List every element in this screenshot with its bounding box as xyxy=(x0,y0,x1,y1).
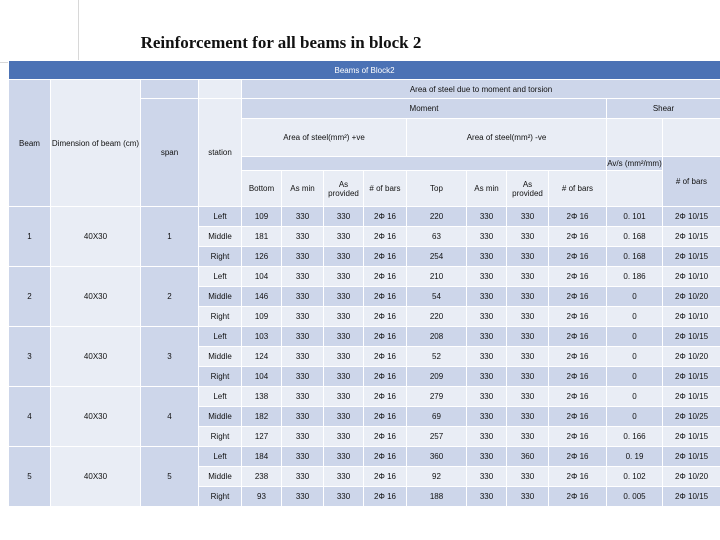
beam-number-cell: 1 xyxy=(9,207,51,267)
bars-pos-cell: 2Φ 16 xyxy=(364,247,407,267)
bars-neg-cell: 2Φ 16 xyxy=(549,367,607,387)
shear-bars-cell: 2Φ 10/15 xyxy=(663,327,720,347)
top-cell: 54 xyxy=(407,287,467,307)
bars-pos-cell: 2Φ 16 xyxy=(364,447,407,467)
bars-neg-cell: 2Φ 16 xyxy=(549,407,607,427)
avs-header-top xyxy=(607,119,663,157)
top-cell: 69 xyxy=(407,407,467,427)
as-min-neg-cell: 330 xyxy=(467,287,507,307)
station-cell: Right xyxy=(199,427,242,447)
as-provided-pos-cell: 330 xyxy=(324,347,364,367)
bars-neg-cell: 2Φ 16 xyxy=(549,467,607,487)
as-min-neg-cell: 330 xyxy=(467,487,507,507)
as-provided-pos-cell: 330 xyxy=(324,427,364,447)
station-cell: Right xyxy=(199,367,242,387)
station-cell: Left xyxy=(199,327,242,347)
shear-bars-cell: 2Φ 10/25 xyxy=(663,407,720,427)
as-provided-neg-cell: 330 xyxy=(507,227,549,247)
avs-cell: 0 xyxy=(607,407,663,427)
span-cell: 5 xyxy=(141,447,199,507)
dimension-header: Dimension of beam (cm) xyxy=(51,80,141,207)
bars-pos-cell: 2Φ 16 xyxy=(364,287,407,307)
as-provided-pos-cell: 330 xyxy=(324,447,364,467)
top-cell: 63 xyxy=(407,227,467,247)
dimension-cell: 40X30 xyxy=(51,387,141,447)
bars-pos-cell: 2Φ 16 xyxy=(364,407,407,427)
as-min-pos-header: As min xyxy=(282,171,324,207)
bottom-cell: 181 xyxy=(242,227,282,247)
dimension-cell: 40X30 xyxy=(51,327,141,387)
as-provided-neg-cell: 330 xyxy=(507,307,549,327)
neg-area-header: Area of steel(mm²) -ve xyxy=(407,119,607,157)
top-cell: 188 xyxy=(407,487,467,507)
as-min-pos-cell: 330 xyxy=(282,287,324,307)
shear-header: Shear xyxy=(607,99,720,119)
as-provided-pos-cell: 330 xyxy=(324,287,364,307)
beam-header: Beam xyxy=(9,80,51,207)
avs-cell: 0 xyxy=(607,307,663,327)
table-row xyxy=(9,327,720,347)
as-min-pos-cell: 330 xyxy=(282,207,324,227)
as-min-pos-cell: 330 xyxy=(282,247,324,267)
bars-neg-cell: 2Φ 16 xyxy=(549,207,607,227)
bars-pos-cell: 2Φ 16 xyxy=(364,307,407,327)
avs-cell: 0 xyxy=(607,287,663,307)
as-provided-pos-cell: 330 xyxy=(324,467,364,487)
shear-bars-cell: 2Φ 10/15 xyxy=(663,207,720,227)
as-min-neg-cell: 330 xyxy=(467,447,507,467)
bars-pos-cell: 2Φ 16 xyxy=(364,387,407,407)
station-cell: Left xyxy=(199,447,242,467)
bottom-cell: 127 xyxy=(242,427,282,447)
avs-cell: 0 xyxy=(607,367,663,387)
bars-neg-cell: 2Φ 16 xyxy=(549,487,607,507)
as-provided-pos-cell: 330 xyxy=(324,327,364,347)
as-provided-neg-cell: 330 xyxy=(507,387,549,407)
as-provided-pos-cell: 330 xyxy=(324,227,364,247)
as-provided-pos-cell: 330 xyxy=(324,247,364,267)
as-min-neg-cell: 330 xyxy=(467,387,507,407)
top-cell: 92 xyxy=(407,467,467,487)
top-cell: 257 xyxy=(407,427,467,447)
bottom-cell: 138 xyxy=(242,387,282,407)
station-cell: Middle xyxy=(199,287,242,307)
avs-cell: 0. 168 xyxy=(607,247,663,267)
top-cell: 220 xyxy=(407,207,467,227)
as-provided-neg-cell: 330 xyxy=(507,467,549,487)
as-min-neg-cell: 330 xyxy=(467,267,507,287)
as-provided-neg-cell: 330 xyxy=(507,267,549,287)
bars-pos-cell: 2Φ 16 xyxy=(364,347,407,367)
pos-area-header: Area of steel(mm²) +ve xyxy=(242,119,407,157)
top-cell: 279 xyxy=(407,387,467,407)
bars-pos-cell: 2Φ 16 xyxy=(364,327,407,347)
span-cell: 1 xyxy=(141,207,199,267)
as-min-neg-cell: 330 xyxy=(467,407,507,427)
shear-bars-cell: 2Φ 10/10 xyxy=(663,267,720,287)
bars-pos-cell: 2Φ 16 xyxy=(364,267,407,287)
bars-neg-cell: 2Φ 16 xyxy=(549,327,607,347)
avs-cell: 0. 102 xyxy=(607,467,663,487)
as-min-neg-cell: 330 xyxy=(467,467,507,487)
as-provided-pos-header: As provided xyxy=(324,171,364,207)
as-min-pos-cell: 330 xyxy=(282,327,324,347)
avs-cell: 0 xyxy=(607,387,663,407)
bottom-cell: 109 xyxy=(242,207,282,227)
top-cell: 208 xyxy=(407,327,467,347)
as-provided-neg-cell: 330 xyxy=(507,327,549,347)
shear-bars-cell: 2Φ 10/15 xyxy=(663,387,720,407)
bottom-cell: 104 xyxy=(242,267,282,287)
beam-number-cell: 3 xyxy=(9,327,51,387)
as-min-pos-cell: 330 xyxy=(282,367,324,387)
as-min-neg-cell: 330 xyxy=(467,307,507,327)
shear-bars-header: # of bars xyxy=(663,157,720,207)
bottom-header: Bottom xyxy=(242,171,282,207)
moment-spacer xyxy=(242,157,607,171)
avs-cell: 0. 005 xyxy=(607,487,663,507)
as-provided-neg-header: As provided xyxy=(507,171,549,207)
as-provided-pos-cell: 330 xyxy=(324,207,364,227)
avs-cell: 0. 19 xyxy=(607,447,663,467)
table-row xyxy=(9,387,720,407)
avs-cell: 0 xyxy=(607,347,663,367)
as-provided-pos-cell: 330 xyxy=(324,307,364,327)
span-cell: 4 xyxy=(141,387,199,447)
as-provided-neg-cell: 330 xyxy=(507,287,549,307)
top-cell: 52 xyxy=(407,347,467,367)
beam-number-cell: 4 xyxy=(9,387,51,447)
top-cell: 254 xyxy=(407,247,467,267)
bars-neg-cell: 2Φ 16 xyxy=(549,247,607,267)
bottom-cell: 103 xyxy=(242,327,282,347)
top-cell: 210 xyxy=(407,267,467,287)
as-min-neg-header: As min xyxy=(467,171,507,207)
bars-pos-cell: 2Φ 16 xyxy=(364,207,407,227)
as-provided-neg-cell: 330 xyxy=(507,487,549,507)
span-cell: 2 xyxy=(141,267,199,327)
as-provided-pos-cell: 330 xyxy=(324,407,364,427)
bars-pos-cell: 2Φ 16 xyxy=(364,467,407,487)
station-cell: Right xyxy=(199,307,242,327)
station-header-top xyxy=(199,80,242,99)
bottom-cell: 124 xyxy=(242,347,282,367)
bottom-cell: 126 xyxy=(242,247,282,267)
station-cell: Middle xyxy=(199,227,242,247)
shear-bars-cell: 2Φ 10/15 xyxy=(663,227,720,247)
as-min-pos-cell: 330 xyxy=(282,407,324,427)
top-cell: 209 xyxy=(407,367,467,387)
as-min-neg-cell: 330 xyxy=(467,427,507,447)
shear-bars-cell: 2Φ 10/15 xyxy=(663,487,720,507)
station-cell: Middle xyxy=(199,467,242,487)
bars-neg-cell: 2Φ 16 xyxy=(549,227,607,247)
bars-pos-header: # of bars xyxy=(364,171,407,207)
as-min-pos-cell: 330 xyxy=(282,427,324,447)
bars-pos-cell: 2Φ 16 xyxy=(364,367,407,387)
dimension-cell: 40X30 xyxy=(51,207,141,267)
avs-header-bottom xyxy=(607,171,663,207)
bars-neg-cell: 2Φ 16 xyxy=(549,307,607,327)
as-min-neg-cell: 330 xyxy=(467,207,507,227)
bottom-cell: 238 xyxy=(242,467,282,487)
top-header: Top xyxy=(407,171,467,207)
bars-neg-cell: 2Φ 16 xyxy=(549,287,607,307)
as-min-pos-cell: 330 xyxy=(282,227,324,247)
span-cell: 3 xyxy=(141,327,199,387)
station-cell: Left xyxy=(199,207,242,227)
shear-bars-header-top xyxy=(663,119,720,157)
as-min-neg-cell: 330 xyxy=(467,247,507,267)
shear-bars-cell: 2Φ 10/20 xyxy=(663,467,720,487)
avs-cell: 0. 186 xyxy=(607,267,663,287)
as-provided-neg-cell: 330 xyxy=(507,427,549,447)
as-min-neg-cell: 330 xyxy=(467,327,507,347)
as-min-neg-cell: 330 xyxy=(467,367,507,387)
as-provided-neg-cell: 330 xyxy=(507,407,549,427)
station-cell: Left xyxy=(199,267,242,287)
shear-bars-cell: 2Φ 10/10 xyxy=(663,307,720,327)
table-row xyxy=(9,207,720,227)
beam-number-cell: 5 xyxy=(9,447,51,507)
as-provided-neg-cell: 360 xyxy=(507,447,549,467)
bars-neg-cell: 2Φ 16 xyxy=(549,267,607,287)
as-min-pos-cell: 330 xyxy=(282,487,324,507)
station-cell: Left xyxy=(199,387,242,407)
station-cell: Right xyxy=(199,487,242,507)
corner-frame xyxy=(0,0,79,63)
bars-neg-cell: 2Φ 16 xyxy=(549,347,607,367)
as-min-pos-cell: 330 xyxy=(282,267,324,287)
shear-bars-cell: 2Φ 10/20 xyxy=(663,287,720,307)
as-min-pos-cell: 330 xyxy=(282,447,324,467)
as-provided-neg-cell: 330 xyxy=(507,207,549,227)
bottom-cell: 146 xyxy=(242,287,282,307)
shear-bars-cell: 2Φ 10/15 xyxy=(663,247,720,267)
shear-bars-cell: 2Φ 10/15 xyxy=(663,367,720,387)
top-cell: 360 xyxy=(407,447,467,467)
table-row xyxy=(9,267,720,287)
bars-pos-cell: 2Φ 16 xyxy=(364,487,407,507)
moment-header: Moment xyxy=(242,99,607,119)
area-due-header: Area of steel due to moment and torsion xyxy=(242,80,720,99)
station-cell: Right xyxy=(199,247,242,267)
bars-neg-cell: 2Φ 16 xyxy=(549,447,607,467)
bottom-cell: 182 xyxy=(242,407,282,427)
as-min-pos-cell: 330 xyxy=(282,347,324,367)
as-provided-neg-cell: 330 xyxy=(507,347,549,367)
bars-neg-cell: 2Φ 16 xyxy=(549,387,607,407)
avs-cell: 0. 166 xyxy=(607,427,663,447)
bars-neg-cell: 2Φ 16 xyxy=(549,427,607,447)
dimension-cell: 40X30 xyxy=(51,447,141,507)
bars-pos-cell: 2Φ 16 xyxy=(364,427,407,447)
as-provided-pos-cell: 330 xyxy=(324,387,364,407)
as-min-neg-cell: 330 xyxy=(467,347,507,367)
block-header: Beams of Block2 xyxy=(9,61,720,80)
bottom-cell: 93 xyxy=(242,487,282,507)
shear-bars-cell: 2Φ 10/20 xyxy=(663,347,720,367)
avs-cell: 0 xyxy=(607,327,663,347)
as-provided-pos-cell: 330 xyxy=(324,487,364,507)
as-provided-pos-cell: 330 xyxy=(324,367,364,387)
as-min-pos-cell: 330 xyxy=(282,307,324,327)
bars-neg-header: # of bars xyxy=(549,171,607,207)
dimension-cell: 40X30 xyxy=(51,267,141,327)
as-min-pos-cell: 330 xyxy=(282,467,324,487)
as-provided-neg-cell: 330 xyxy=(507,367,549,387)
station-cell: Middle xyxy=(199,407,242,427)
as-min-pos-cell: 330 xyxy=(282,387,324,407)
shear-bars-cell: 2Φ 10/15 xyxy=(663,427,720,447)
avs-header: Av/s (mm²/mm) xyxy=(607,157,663,171)
avs-cell: 0. 168 xyxy=(607,227,663,247)
page-title: Reinforcement for all beams in block 2 xyxy=(140,33,422,52)
as-provided-neg-cell: 330 xyxy=(507,247,549,267)
station-cell: Middle xyxy=(199,347,242,367)
station-header: station xyxy=(199,99,242,207)
top-cell: 220 xyxy=(407,307,467,327)
span-header: span xyxy=(141,99,199,207)
avs-cell: 0. 101 xyxy=(607,207,663,227)
beams-table xyxy=(8,60,720,507)
beam-number-cell: 2 xyxy=(9,267,51,327)
bottom-cell: 184 xyxy=(242,447,282,467)
shear-bars-cell: 2Φ 10/15 xyxy=(663,447,720,467)
bottom-cell: 109 xyxy=(242,307,282,327)
as-min-neg-cell: 330 xyxy=(467,227,507,247)
bottom-cell: 104 xyxy=(242,367,282,387)
bars-pos-cell: 2Φ 16 xyxy=(364,227,407,247)
span-header-top xyxy=(141,80,199,99)
table-row xyxy=(9,447,720,467)
as-provided-pos-cell: 330 xyxy=(324,267,364,287)
